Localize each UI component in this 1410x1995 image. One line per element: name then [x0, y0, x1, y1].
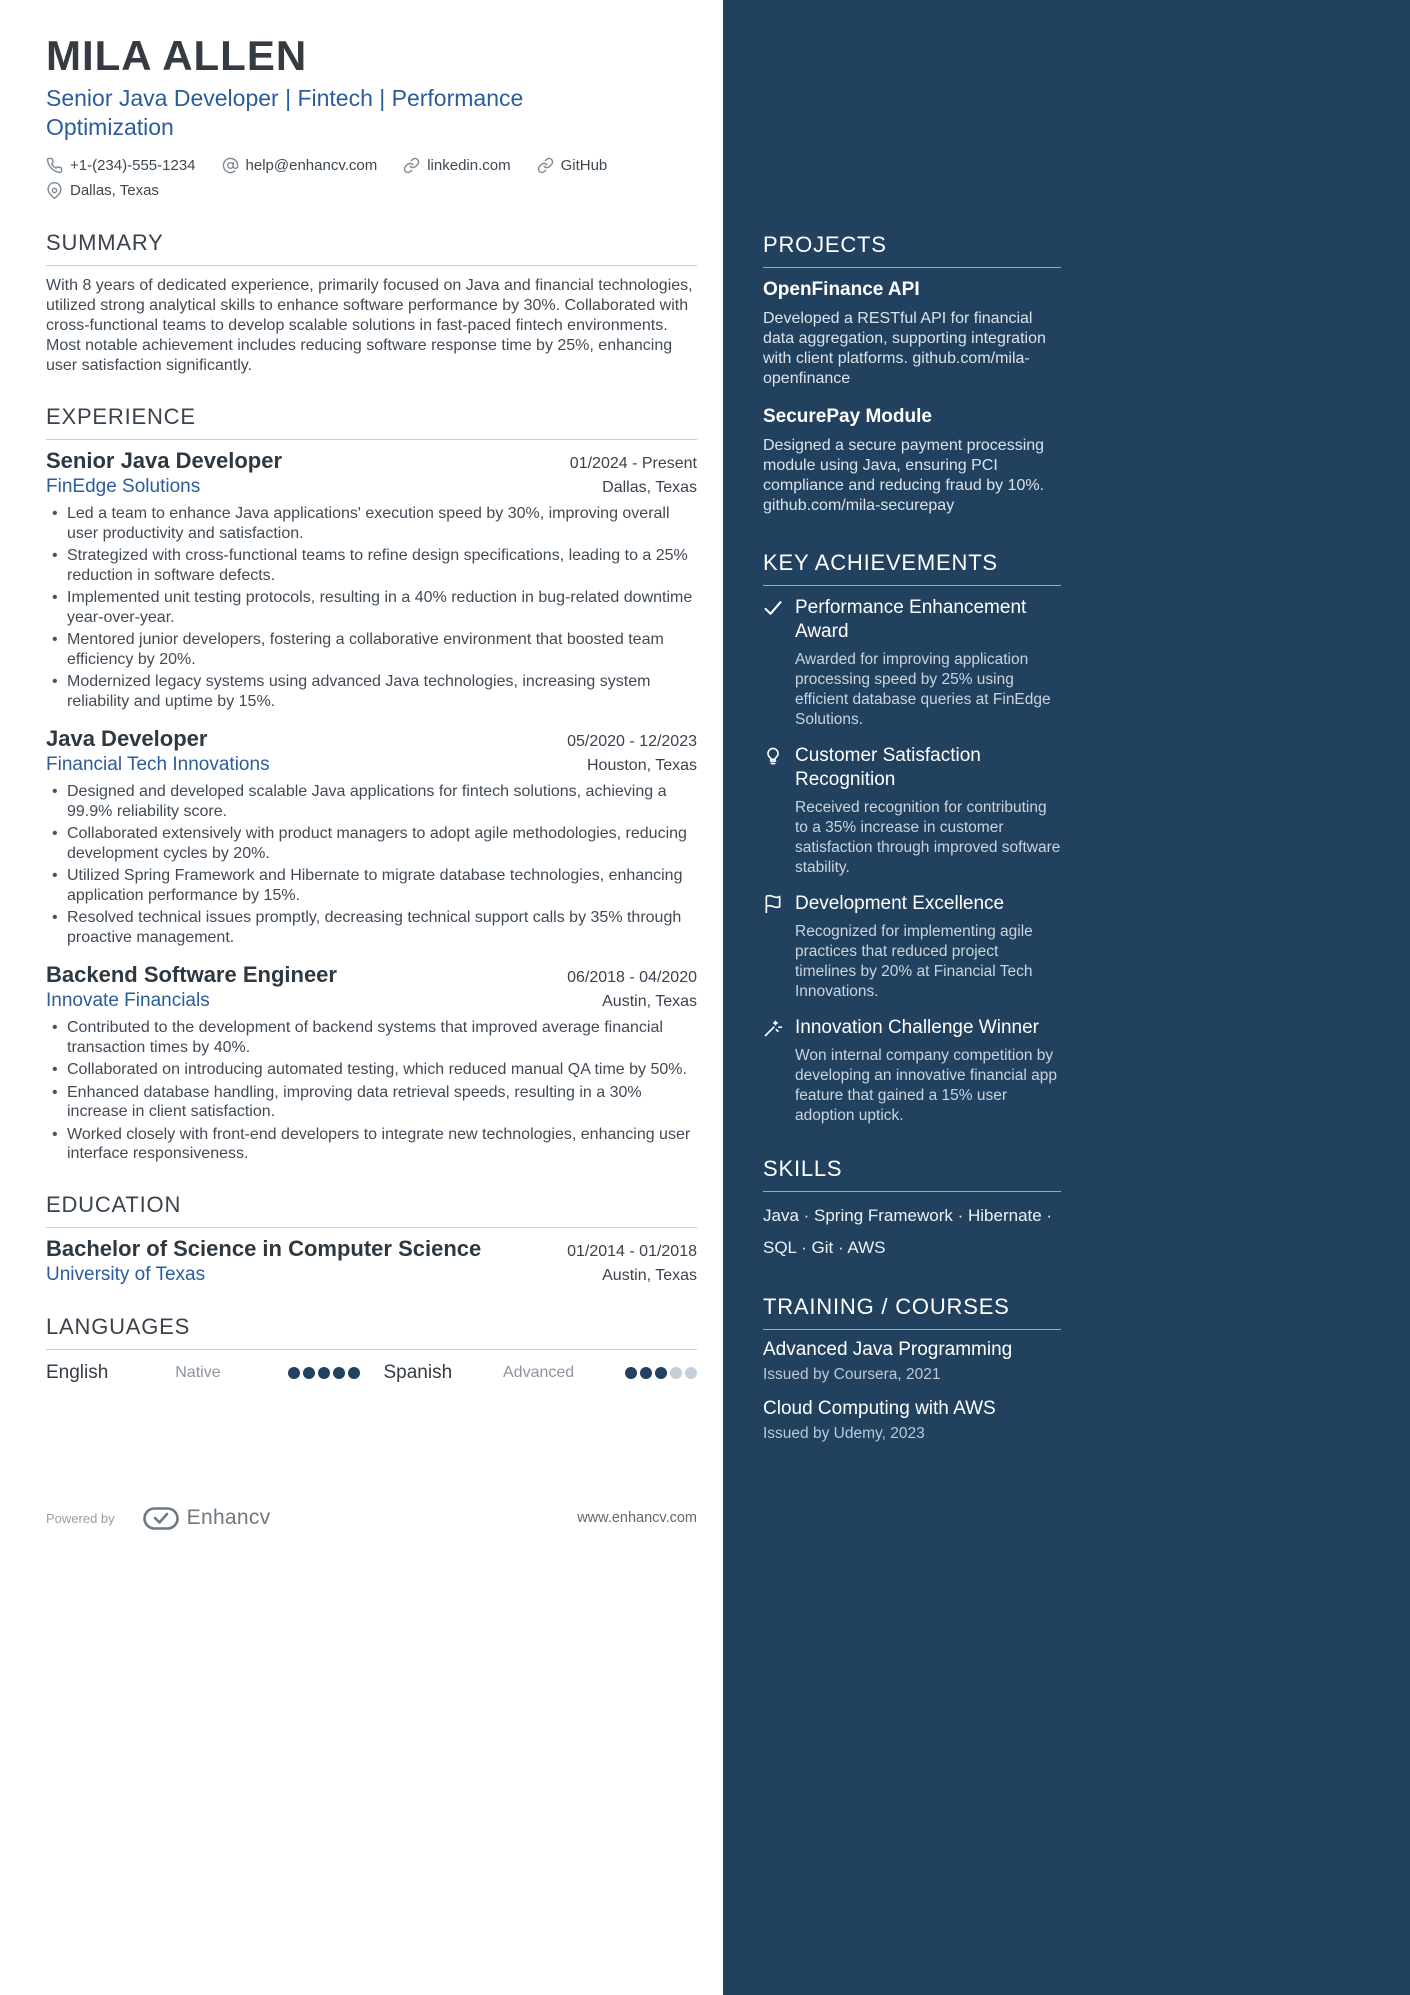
course-name: Advanced Java Programming [763, 1339, 1013, 1360]
website-link[interactable]: www.enhancv.com [577, 1510, 697, 1526]
at-sign-icon [222, 157, 239, 174]
experience-bullet: • Implemented unit testing protocols, resulting in a 40% reduction in bug-related downtime year-over-year. [46, 588, 697, 627]
achievement-description: Received recognition for contributing to a 35% increase in customer satisfaction through improved software stability. [795, 799, 1061, 876]
experience-bullet: • Contributed to the development of backend systems that improved average financial transaction times by 40%. [46, 1018, 697, 1057]
experience-bullet: • Mentored junior developers, fostering a collaborative environment that boosted team efficiency by 20%. [46, 630, 697, 669]
flag-icon [763, 892, 785, 1002]
phone-number: +1-(234)-555-1234 [70, 157, 196, 174]
location-label: Dallas, Texas [70, 182, 159, 199]
experience-bullet: • Worked closely with front-end developers to integrate new technologies, enhancing user interface responsiveness. [46, 1125, 697, 1164]
page-footer [46, 1506, 697, 1530]
summary-heading: SUMMARY [46, 230, 697, 266]
languages-list [46, 1362, 697, 1384]
job-dates: 01/2024 - Present [569, 455, 697, 472]
email-address: help@enhancv.com [245, 157, 378, 174]
powered-by-label: Powered by [46, 1510, 115, 1526]
job-title: Backend Software Engineer [46, 962, 337, 987]
language-item [46, 1362, 360, 1384]
achievement-item [763, 1016, 1061, 1126]
github-label: GitHub [560, 157, 608, 174]
achievement-description: Awarded for improving application processing speed by 25% using efficient database queries at FinEdge Solutions. [795, 651, 1051, 728]
achievement-item [763, 744, 1061, 878]
projects-heading: PROJECTS [763, 232, 1061, 268]
job-bullets [46, 504, 697, 711]
check-icon [763, 596, 785, 730]
job-title-row [46, 448, 697, 473]
sidebar-content [763, 232, 1061, 1444]
experience-bullet: • Resolved technical issues promptly, decreasing technical support calls by 35% through proactive management. [46, 908, 697, 947]
job-title-row [46, 726, 697, 751]
experience-entry [46, 726, 697, 947]
experience-bullet: • Collaborated extensively with product managers to adopt agile methodologies, reducing development cycles by 20%. [46, 824, 697, 863]
project-item [763, 405, 1061, 516]
course-issuer: Issued by Coursera, 2021 [763, 1366, 941, 1383]
achievement-title: Performance Enhancement Award [795, 597, 1027, 642]
language-proficiency: Advanced [503, 1363, 575, 1381]
job-title: Senior Java Developer [46, 448, 283, 473]
skills-list: Java · Spring Framework · Hibernate · SQL · Git · AWS [763, 1206, 1053, 1257]
job-company-row [46, 990, 697, 1012]
achievement-title: Innovation Challenge Winner [795, 1017, 1039, 1038]
education-section [46, 1192, 697, 1286]
job-company-row [46, 476, 697, 498]
experience-bullet: • Utilized Spring Framework and Hibernate to migrate database technologies, enhancing application performance by 15%. [46, 866, 697, 905]
experience-bullet: • Collaborated on introducing automated testing, which reduced manual QA time by 50%. [46, 1060, 697, 1080]
experience-section [46, 404, 697, 1164]
achievements-section [763, 550, 1061, 1126]
achievement-body [795, 1016, 1061, 1126]
education-heading: EDUCATION [46, 1192, 697, 1228]
linkedin-label: linkedin.com [427, 157, 511, 174]
achievement-body [795, 596, 1061, 730]
company-name: FinEdge Solutions [46, 476, 201, 497]
lightbulb-icon [763, 744, 785, 878]
degree-name: Bachelor of Science in Computer Science [46, 1235, 482, 1261]
job-location: Austin, Texas [602, 993, 697, 1010]
achievement-title: Customer Satisfaction Recognition [795, 745, 981, 790]
location-contact [46, 179, 159, 202]
job-bullets [46, 1018, 697, 1164]
training-heading: TRAINING / COURSES [763, 1294, 1061, 1330]
school-row [46, 1264, 697, 1286]
education-dates: 01/2014 - 01/2018 [567, 1242, 697, 1260]
resume-header [46, 34, 697, 202]
achievements-heading: KEY ACHIEVEMENTS [763, 550, 1061, 586]
job-location: Houston, Texas [587, 757, 697, 774]
job-dates: 05/2020 - 12/2023 [567, 733, 697, 750]
course-name: Cloud Computing with AWS [763, 1398, 996, 1419]
language-proficiency: Native [175, 1363, 221, 1381]
candidate-name: MILA ALLEN [46, 32, 308, 79]
language-item [384, 1362, 698, 1384]
experience-bullet: • Designed and developed scalable Java applications for fintech solutions, achieving a 99.9% reliability score. [46, 782, 697, 821]
job-dates: 06/2018 - 04/2020 [567, 969, 697, 986]
school-name: University of Texas [46, 1263, 206, 1285]
education-location: Austin, Texas [602, 1266, 697, 1284]
company-name: Financial Tech Innovations [46, 754, 270, 775]
phone-contact [46, 154, 196, 177]
project-description: Developed a RESTful API for financial data aggregation, supporting integration with client platforms. github.com/mila-openfinance [763, 310, 1046, 387]
job-location: Dallas, Texas [602, 479, 697, 496]
degree-row [46, 1236, 697, 1261]
achievement-title: Development Excellence [795, 893, 1005, 914]
achievement-description: Recognized for implementing agile practices that reduced project timelines by 20% at Financial Tech Innovations. [795, 923, 1033, 1000]
project-item [763, 278, 1061, 389]
experience-bullet: • Modernized legacy systems using advanced Java technologies, increasing system reliability and uptime by 15%. [46, 672, 697, 711]
summary-section [46, 230, 697, 376]
company-name: Innovate Financials [46, 990, 210, 1011]
language-name: English [46, 1361, 109, 1383]
magic-wand-icon [763, 1016, 785, 1126]
skills-section [763, 1156, 1061, 1264]
enhancv-logo-icon [143, 1507, 179, 1530]
achievement-body [795, 744, 1061, 878]
project-description: Designed a secure payment processing module using Java, ensuring PCI compliance and reducing fraud by 10%. github.com/mila-securepay [763, 437, 1045, 514]
job-company-row [46, 754, 697, 776]
proficiency-dots [625, 1367, 697, 1379]
skills-heading: SKILLS [763, 1156, 1061, 1192]
course-issuer: Issued by Udemy, 2023 [763, 1425, 925, 1442]
achievement-item [763, 892, 1061, 1002]
github-contact[interactable] [537, 154, 608, 177]
phone-icon [46, 157, 63, 174]
sidebar-column [723, 0, 1410, 1995]
experience-heading: EXPERIENCE [46, 404, 697, 440]
achievement-body [795, 892, 1061, 1002]
contact-info [46, 154, 697, 202]
education-entry [46, 1236, 697, 1286]
map-pin-icon [46, 182, 63, 199]
experience-bullet: • Strategized with cross-functional teams to refine design specifications, leading to a 25% reduction in software defects. [46, 546, 697, 585]
email-contact[interactable] [222, 154, 378, 177]
project-name: OpenFinance API [763, 279, 920, 300]
experience-bullet: • Led a team to enhance Java applications' execution speed by 30%, improving overall user productivity and satisfaction. [46, 504, 697, 543]
linkedin-contact[interactable] [403, 154, 510, 177]
experience-entry [46, 962, 697, 1164]
languages-section [46, 1314, 697, 1384]
job-title: Java Developer [46, 726, 208, 751]
project-name: SecurePay Module [763, 406, 932, 427]
projects-section [763, 232, 1061, 516]
course-item [763, 1338, 1061, 1385]
job-bullets [46, 782, 697, 947]
link-icon [403, 157, 420, 174]
course-item [763, 1397, 1061, 1444]
training-section [763, 1294, 1061, 1444]
candidate-title: Senior Java Developer | Fintech | Performance Optimization [46, 85, 524, 140]
achievement-item [763, 596, 1061, 730]
brand-name: Enhancv [186, 1506, 271, 1529]
summary-text: With 8 years of dedicated experience, primarily focused on Java and financial technologies, utilized strong analytical skills to enhance software performance by 30%. Collaborated with cross-functional teams to develop scalable solutions in fast-paced fintech environments. Most notable achievement includes reducing software response time by 25%, enhancing user satisfaction significantly. [46, 277, 693, 374]
enhancv-logo [143, 1506, 271, 1530]
languages-heading: LANGUAGES [46, 1314, 697, 1350]
experience-entry [46, 448, 697, 711]
language-name: Spanish [383, 1361, 453, 1383]
achievement-description: Won internal company competition by developing an innovative financial app feature that gained a 15% user adoption uptick. [795, 1047, 1057, 1124]
job-title-row [46, 962, 697, 987]
experience-bullet: • Enhanced database handling, improving data retrieval speeds, resulting in a 30% increase in client satisfaction. [46, 1083, 697, 1122]
link-icon [537, 157, 554, 174]
proficiency-dots [288, 1367, 360, 1379]
